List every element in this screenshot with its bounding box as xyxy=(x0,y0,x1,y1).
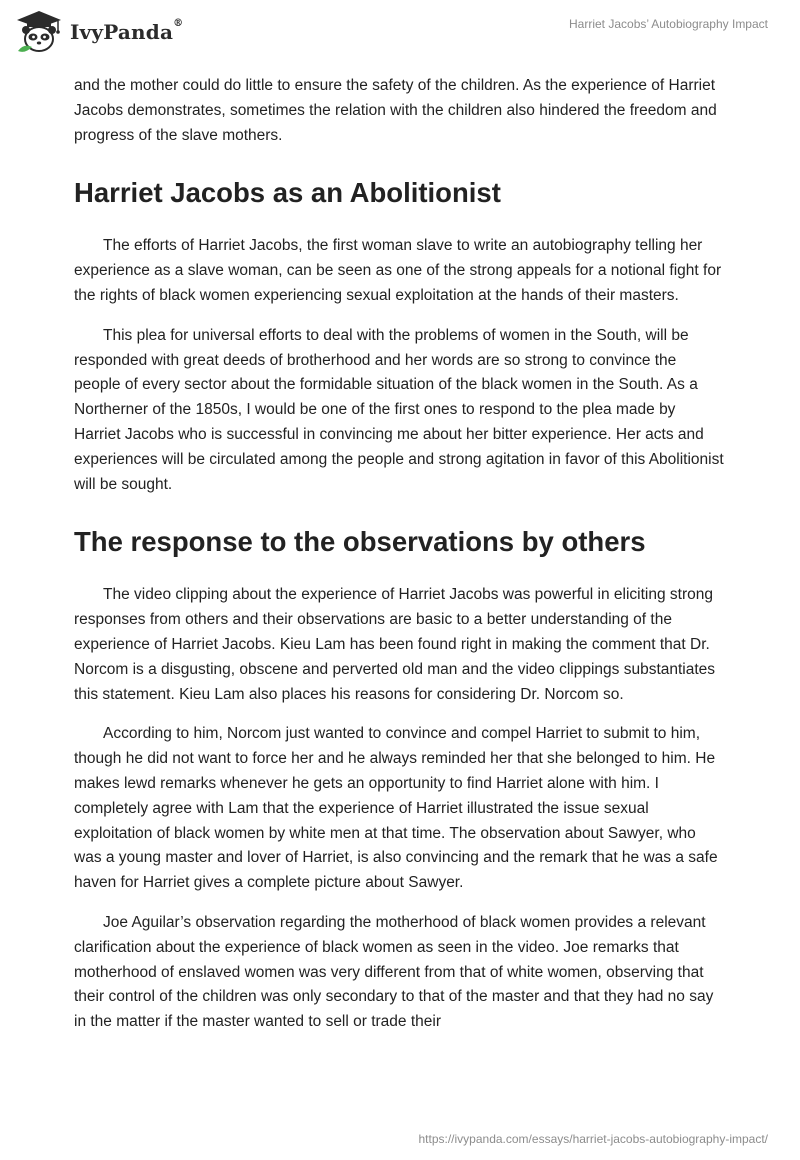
panda-graduate-icon xyxy=(14,9,64,55)
paragraph-response-2: According to him, Norcom just wanted to convince and compel Harriet to submit to him, though he did not want to force her and he always reminded her that she belonged to him. He makes lewd remarks whenever he gets an opportunity to find Harriet alone with him. I completely agree with Lam that the experience of Harriet illustrated the issue sexual exploitation of black women by white men at that time. The observation about Sawyer, who was a young master and lover of Harriet, is also convincing and the remark that he was a safe haven for Harriet gives a complete picture about Sawyer. xyxy=(74,725,718,892)
heading-abolitionist: Harriet Jacobs as an Abolitionist xyxy=(74,177,501,209)
paragraph-intro: and the mother could do little to ensure the safety of the children. As the experience of Harriet Jacobs demonstrates, sometimes the relation with the children also hindered the freedom and progress of the slave mothers. xyxy=(74,77,717,144)
paragraph-response-3: Joe Aguilar’s observation regarding the motherhood of black women provides a relevant clarification about the experience of black women as seen in the video. Joe remarks that motherhood of enslaved women was very different from that of white women, observing that their control of the children was only secondary to that of the master and that they had no say in the matter if the master wanted to sell or trade their xyxy=(74,913,714,1031)
brand-name: IvyPanda® xyxy=(70,18,184,44)
source-url[interactable]: https://ivypanda.com/essays/harriet-jacobs-autobiography-impact/ xyxy=(418,1132,768,1146)
ivypanda-logo[interactable] xyxy=(14,9,183,55)
paragraph-response-1: The video clipping about the experience of Harriet Jacobs was powerful in eliciting strong responses from others and their observations are basic to a better understanding of the experience of Harriet Jacobs. Kieu Lam has been found right in making the comment that Dr. Norcom is a disgusting, obscene and perverted old man and the video clippings substantiates this statement. Kieu Lam also places his reasons for considering Dr. Norcom so. xyxy=(74,586,716,703)
paragraph-abolitionist-1: The efforts of Harriet Jacobs, the first woman slave to write an autobiography telling her experience as a slave woman, can be seen as one of the strong appeals for a notional fight for the rights of black women experiencing sexual exploitation at the hands of their masters. xyxy=(74,237,722,304)
essay-content xyxy=(74,74,726,1050)
heading-response: The response to the observations by others xyxy=(74,526,646,558)
page-header xyxy=(0,0,800,64)
document-title: Harriet Jacobs’ Autobiography Impact xyxy=(569,17,768,31)
paragraph-abolitionist-2: This plea for universal efforts to deal with the problems of women in the South, will be responded with great deeds of brotherhood and her words are so strong to convince the people of every sector about the formidable situation of the black women in the South. As a Northerner of the 1850s, I would be one of the first ones to respond to the plea made by Harriet Jacobs who is successful in convincing me about her bitter experience. Her acts and experiences will be circulated among the people and strong agitation in favor of this Abolitionist will be sought. xyxy=(74,326,724,493)
